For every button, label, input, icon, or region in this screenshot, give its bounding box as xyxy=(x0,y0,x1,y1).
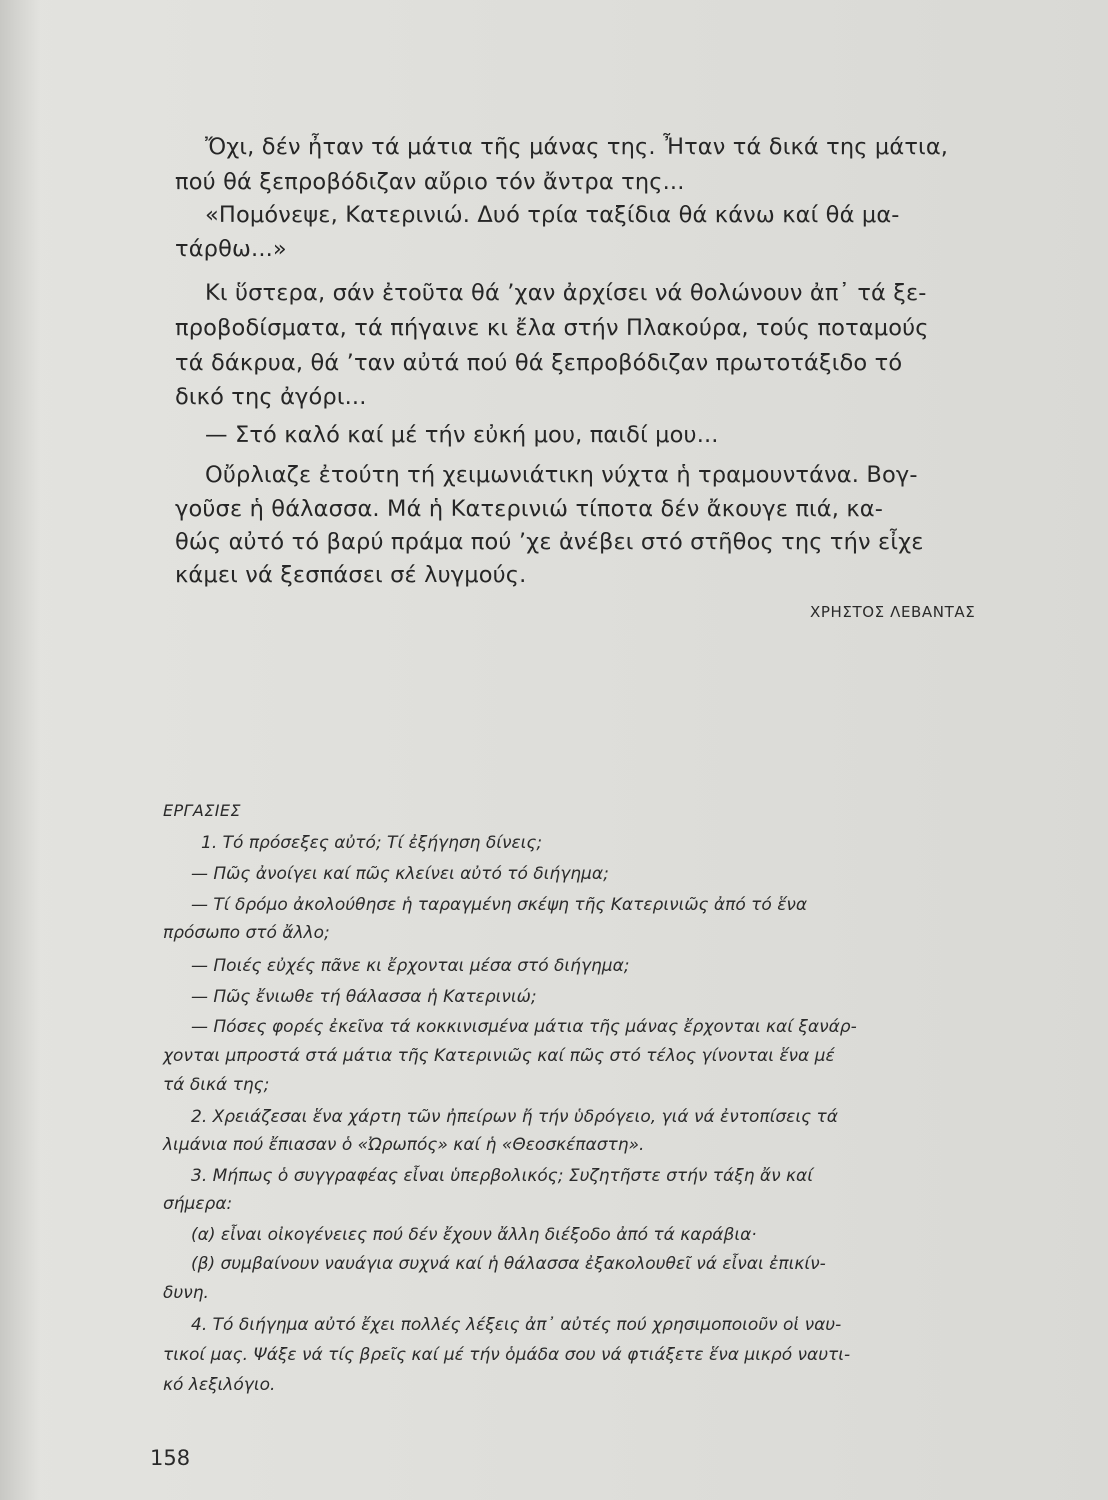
page-number: 158 xyxy=(150,1446,191,1470)
exercise-line: (β) συμβαίνουν ναυάγια συχνά καί ἡ θάλασσα ἐξακολουθεῖ νά εἶναι ἐπικίν- xyxy=(191,1254,826,1274)
story-line: δικό της ἀγόρι... xyxy=(175,384,367,410)
story-line: «Πομόνεψε, Κατερινιώ. Δυό τρία ταξίδια θά κάνω καί θά μα- xyxy=(205,202,900,228)
story-line: Οὔρλιαζε ἐτούτη τή χειμωνιάτικη νύχτα ἡ τραμουντάνα. Βογ- xyxy=(205,462,918,488)
exercise-line: — Πῶς ἔνιωθε τή θάλασσα ἡ Κατερινιώ; xyxy=(191,987,537,1007)
story-line: τάρθω...» xyxy=(175,236,287,262)
exercise-line: 2. Χρειάζεσαι ἕνα χάρτη τῶν ἠπείρων ἤ τήν ὑδρόγειο, γιά νά ἐντοπίσεις τά xyxy=(191,1107,838,1127)
story-line: θώς αὐτό τό βαρύ πράμα πού ’χε ἀνέβει στό στῆθος της τήν εἶχε xyxy=(175,529,924,555)
exercise-line: δυνη. xyxy=(163,1283,209,1303)
page-gutter-shadow xyxy=(0,0,40,1500)
story-author: ΧΡΗΣΤΟΣ ΛΕΒΑΝΤΑΣ xyxy=(810,603,976,621)
exercise-line: (α) εἶναι οἰκογένειες πού δέν ἔχουν ἄλλη διέξοδο ἀπό τά καράβια· xyxy=(191,1225,757,1245)
exercise-line: — Πῶς ἀνοίγει καί πῶς κλείνει αὐτό τό διήγημα; xyxy=(191,864,609,884)
story-line: πού θά ξεπροβόδιζαν αὔριο τόν ἄντρα της... xyxy=(175,169,685,195)
exercise-line: — Ποιές εὐχές πᾶνε κι ἔρχονται μέσα στό διήγημα; xyxy=(191,956,630,976)
exercise-line: τά δικά της; xyxy=(163,1075,270,1095)
exercise-line: χονται μπροστά στά μάτια τῆς Κατερινιῶς καί πῶς στό τέλος γίνονται ἕνα μέ xyxy=(163,1046,835,1066)
story-line: — Στό καλό καί μέ τήν εὐκή μου, παιδί μου... xyxy=(205,422,719,448)
story-line: Ὄχι, δέν ἦταν τά μάτια τῆς μάνας της. Ἦταν τά δικά της μάτια, xyxy=(205,134,949,160)
exercises-heading: ΕΡΓΑΣΙΕΣ xyxy=(163,801,241,820)
exercise-line: τικοί μας. Ψάξε νά τίς βρεῖς καί μέ τήν ὁμάδα σου νά φτιάξετε ἕνα μικρό ναυτι- xyxy=(163,1345,851,1365)
story-line: τά δάκρυα, θά ’ταν αὐτά πού θά ξεπροβόδιζαν πρωτοτάξιδο τό xyxy=(175,350,903,376)
exercise-line: — Τί δρόμο ἀκολούθησε ἡ ταραγμένη σκέψη τῆς Κατερινιῶς ἀπό τό ἕνα xyxy=(191,895,808,915)
story-line: κάμει νά ξεσπάσει σέ λυγμούς. xyxy=(175,562,527,588)
exercise-line: 3. Μήπως ὁ συγγραφέας εἶναι ὑπερβολικός; Συζητῆστε στήν τάξη ἄν καί xyxy=(191,1166,813,1186)
story-line: προβοδίσματα, τά πήγαινε κι ἔλα στήν Πλακούρα, τούς ποταμούς xyxy=(175,315,929,341)
exercise-line: λιμάνια πού ἔπιασαν ὁ «Ὠρωπός» καί ἡ «Θεοσκέπαστη». xyxy=(163,1135,645,1155)
exercise-line: — Πόσες φορές ἐκεῖνα τά κοκκινισμένα μάτια τῆς μάνας ἔρχονται καί ξανάρ- xyxy=(191,1017,857,1037)
story-line: γοῦσε ἡ θάλασσα. Μά ἡ Κατερινιώ τίποτα δέν ἄκουγε πιά, κα- xyxy=(175,496,884,522)
exercise-line: σήμερα: xyxy=(163,1194,233,1214)
story-line: Κι ὕστερα, σάν ἐτοῦτα θά ’χαν ἀρχίσει νά θολώνουν ἀπ᾿ τά ξε- xyxy=(205,280,927,306)
exercise-line: πρόσωπο στό ἄλλο; xyxy=(163,923,330,943)
exercise-line: 4. Τό διήγημα αὐτό ἔχει πολλές λέξεις ἀπ᾿ αὐτές πού χρησιμοποιοῦν οἱ ναυ- xyxy=(191,1315,842,1335)
exercise-line: κό λεξιλόγιο. xyxy=(163,1375,276,1395)
exercise-line: 1. Τό πρόσεξες αὐτό; Τί ἐξήγηση δίνεις; xyxy=(201,833,543,853)
